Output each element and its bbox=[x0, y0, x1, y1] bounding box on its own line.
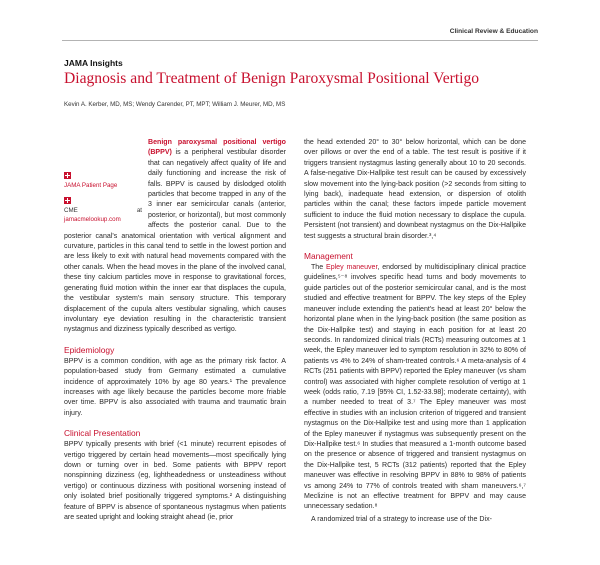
plus-icon bbox=[64, 172, 71, 179]
patient-page-link[interactable]: JAMA Patient Page bbox=[64, 182, 118, 189]
article-title: Diagnosis and Treatment of Benign Paroxysmal Positional Vertigo bbox=[64, 70, 480, 87]
right-column bbox=[304, 138, 526, 525]
epidemiology-heading: Epidemiology bbox=[64, 344, 115, 355]
epley-maneuver-link[interactable]: Epley maneuver bbox=[326, 264, 378, 272]
kicker: JAMA Insights bbox=[64, 58, 123, 68]
intro-text: is a peripheral vestibular disorder that can negatively affect quality of life and daily functioning and increase the risk of falls. BPPV is caused by dislodged otolith particles that become trapped in any of the 3 inner ear semicircular canals (anterior, posterior, or horizontal), but most commonly affects the posterior canal. Due to the posterior canal's anatomical orientation with vertical alignment and curvature, particles in this canal tend to settle in the lowest portion and are less likely to exit with natural head movements compared with the other canals. When the head moves in the plane of the involved canal, these tiny calcium particles move in response to gravitational forces, generating fluid motion within the inner ear that displaces the cupula, the vestibular system's main sensory structure. This temporary displacement of the cupula alters vestibular signaling, which causes involuntary eye deviation resulting in the characteristic transient nystagmus and dizziness typically described as vertigo. bbox=[64, 149, 286, 334]
management-heading: Management bbox=[304, 251, 353, 262]
cme-link[interactable]: jamacmelookup.com bbox=[64, 216, 121, 223]
continued-text: the head extended 20° to 30° below horizontal, which can be done over pillows or over the end of a table. The test result is positive if it triggers transient nystagmus lasting generally about 10 to 20 seconds. A false-negative Dix-Hallpike test result can be caused by excessively slow movement into the lying-back position (>2 seconds from sitting to lying back), inadequate head extension, or dispersion of otolith particles within the canal; these factors impede particle movement sufficient to induce the fluid motion necessary to displace the cupula. Persistent (not transient) and downbeat nystagmus on the Dix-Hallpike test suggests a structural brain disorder.³,⁴ bbox=[304, 139, 526, 240]
lead-term: Benign paroxysmal positional vertigo (BPPV) bbox=[148, 139, 286, 157]
clinical-presentation-heading: Clinical Presentation bbox=[64, 428, 141, 439]
epidemiology-text: BPPV is a common condition, with age as the primary risk factor. A population-based study from Germany estimated a cumulative incidence of approximately 10% by age 80 years.¹ The prevalence increases with age likely because the particles become more friable over time. BPPV is also associated with trauma and traumatic brain injury. bbox=[64, 357, 286, 417]
cme-prefix: CME at bbox=[64, 207, 142, 214]
intro-paragraph bbox=[64, 138, 286, 336]
header-rule bbox=[62, 40, 538, 41]
management-body: , endorsed by multidisciplinary clinical practice guidelines,⁵⁻⁸ involves specific head turns and body movements to guide particles out of the posterior semicircular canal, and is the most studied and effective treatment for BPPV. The key steps of the Epley maneuver include extending the patient's head at least 20° below the horizontal plane when in the lying-back position (the same position as the Dix-Hallpike test) and staying in each position for at least 20 seconds. In randomized clinical trials (RCTs) measuring outcomes at 1 week, the Epley maneuver led to symptom resolution in 32% to 80% of patients vs 4% to 24% of sham-treated controls.⁶ A meta-analysis of 4 RCTs (251 patients with BPPV) reported the Epley maneuver (vs sham control) was associated with higher complete resolution of vertigo at 1 week (odds ratio, 7.19 [95% CI, 1.52-33.98]; moderate certainty), with a number needed to treat of 3.⁷ The Epley maneuver was most effective in studies with an inclusion criterion of triggered and transient nystagmus on the Dix-Hallpike test and using more than 1 application of the Epley maneuver if nystagmus was subsequently present on the Dix-Hallpike test.⁶ In studies that measured a 1-month outcome based on the presence or absence of triggered and transient nystagmus on the Dix-Hallpike test, 5 RCTs (312 patients) reported that the Epley maneuver was effective in resolving BPPV in 88% to 98% of patients vs among 24% to 77% of controls treated with sham maneuvers.⁶,⁷ Meclizine is not an effective treatment for BPPV and may cause unnecessary sedation.⁸ bbox=[304, 264, 526, 511]
author-list: Kevin A. Kerber, MD, MS; Wendy Carender, PT, MPT; William J. Meurer, MD, MS bbox=[64, 101, 286, 108]
management-pre: The bbox=[311, 264, 326, 272]
trial-text: A randomized trial of a strategy to increase use of the Dix- bbox=[311, 515, 492, 523]
clinical-presentation-text: BPPV typically presents with brief (<1 minute) recurrent episodes of vertigo triggered by certain head movements—most specifically lying down or turning over in bed. Some patients with BPPV report nonspinning dizziness (eg, lightheadedness or unsteadiness without vertigo) or continuous dizziness with positional worsening instead of only isolated brief positionally triggered symptoms.² A distinguishing feature of BPPV is absence of spontaneous nystagmus when patients are seated upright and looking straight ahead (ie, prior bbox=[64, 441, 286, 521]
sidebar-links bbox=[64, 140, 142, 230]
left-column bbox=[64, 138, 286, 523]
running-head: Clinical Review & Education bbox=[449, 28, 538, 35]
management-text bbox=[304, 263, 526, 513]
plus-icon bbox=[64, 197, 71, 204]
cme-text bbox=[64, 207, 142, 223]
